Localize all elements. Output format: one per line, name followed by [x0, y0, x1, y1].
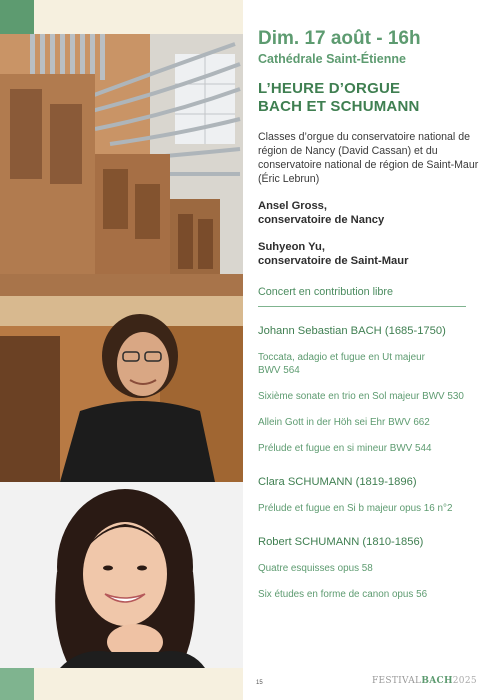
event-title	[258, 80, 484, 116]
work-item: Sixième sonate en trio en Sol majeur BWV 530	[258, 391, 464, 402]
performer-name: Ansel Gross,	[258, 200, 328, 212]
logo-prefix: FESTIVAL	[372, 676, 422, 686]
logo-year: 2025	[452, 676, 477, 686]
organ-pipes-photo	[0, 34, 243, 296]
performer	[258, 199, 484, 227]
event-date: Dim. 17 août - 16h	[258, 28, 421, 49]
green-corner-tab-bottom	[0, 668, 34, 700]
work-item: Quatre esquisses opus 58	[258, 563, 373, 574]
green-corner-tab	[0, 0, 34, 34]
work-item	[258, 351, 484, 377]
event-description: Classes d’orgue du conservatoire national de région de Nancy (David Cassan) et du conservatoire national de région de Saint-Maur (Éric Lebrun)	[258, 131, 479, 185]
composer-heading: Robert SCHUMANN (1810-1856)	[258, 536, 424, 548]
composer-heading: Clara SCHUMANN (1819-1896)	[258, 476, 417, 488]
performer-suhyeon-yu-photo	[0, 482, 243, 668]
work-title: Toccata, adagio et fugue en Ut majeur	[258, 352, 425, 363]
concert-note: Concert en contribution libre	[258, 286, 394, 298]
top-cream-band	[34, 0, 243, 34]
event-venue: Cathédrale Saint-Étienne	[258, 52, 406, 66]
page-number: 15	[256, 680, 263, 686]
work-item: Prélude et fugue en si mineur BWV 544	[258, 443, 432, 454]
work-item: Prélude et fugue en Si b majeur opus 16 n°2	[258, 503, 453, 514]
event-title-line-2: BACH ET SCHUMANN	[258, 98, 420, 115]
section-divider	[258, 306, 466, 307]
performer-affiliation: conservatoire de Saint-Maur	[258, 255, 409, 267]
performer	[258, 240, 484, 268]
composer-heading: Johann Sebastian BACH (1685-1750)	[258, 325, 446, 337]
performer-name: Suhyeon Yu,	[258, 241, 325, 253]
event-title-line-1: L’HEURE D’ORGUE	[258, 80, 401, 97]
work-item: Allein Gott in der Höh sei Ehr BWV 662	[258, 417, 430, 428]
event-details	[258, 28, 484, 601]
performer-ansel-gross-photo	[0, 296, 243, 482]
festival-logo	[372, 676, 477, 686]
work-title: BWV 564	[258, 365, 300, 376]
work-item: Six études en forme de canon opus 56	[258, 589, 428, 600]
performer-affiliation: conservatoire de Nancy	[258, 214, 385, 226]
logo-highlight: BACH	[421, 676, 453, 686]
bottom-cream-band	[34, 668, 243, 700]
